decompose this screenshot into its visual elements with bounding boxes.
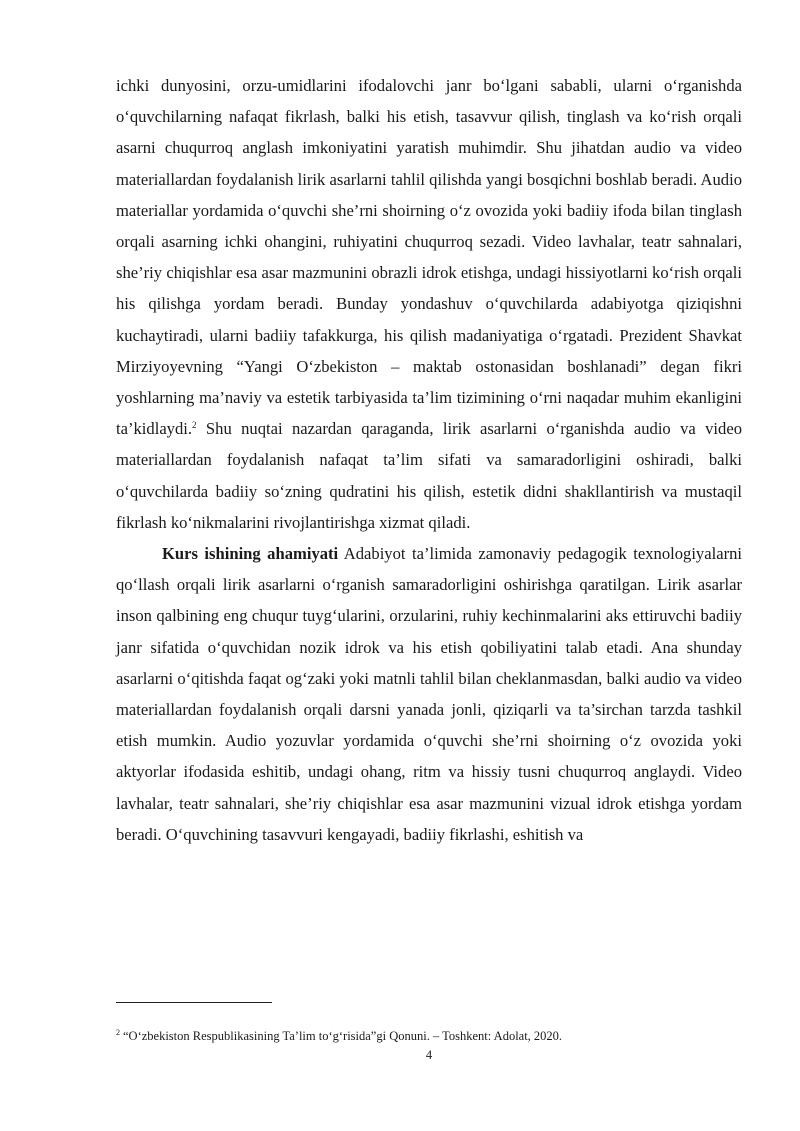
body-paragraph (116, 70, 742, 538)
document-body (116, 70, 742, 850)
paragraph-text: ichki dunyosini, orzu-umidlarini ifodalovchi janr bo‘lgani sababli, ularni o‘rganishda o‘quvchilarning nafaqat fikrlash, balki his etish, tasavvur qilish, tinglash va ko‘rish orqali asarni chuqurroq anglash imkoniyatini yaratish muhimdir. Shu jihatdan audio va video materiallardan foydalanish lirik asarlarni tahlil qilishda yangi bosqichni boshlab beradi. Audio materiallar yordamida o‘quvchi she’rni shoirning o‘z ovozida yoki badiiy ifoda bilan tinglash orqali asarning ichki ohangini, ruhiyatini chuqurroq sezadi. Video lavhalar, teatr sahnalari, she’riy chiqishlar esa asar mazmunini obrazli idrok etishga, undagi hissiyotlarni ko‘rish orqali his qilishga yordam beradi. Bunday yondashuv o‘quvchilarda adabiyotga qiziqishni kuchaytiradi, ularni badiiy tafakkurga, his qilish madaniyatiga o‘rgatadi. Prezident Shavkat Mirziyoyevning “Yangi O‘zbekiston – maktab ostonasidan boshlanadi” degan fikri yoshlarning ma’naviy va estetik tarbiyasida ta’lim tizimining o‘rni naqadar muhim ekanligini ta’kidlaydi. (116, 76, 742, 439)
body-paragraph (116, 538, 742, 850)
page-number: 4 (425, 1048, 433, 1062)
footnote-marker: 2 (116, 1028, 120, 1037)
section-lead-heading: Kurs ishining ahamiyati (162, 544, 339, 564)
footnote-text: “O‘zbekiston Respublikasining Ta’lim to‘g‘risida”gi Qonuni. – Toshkent: Adolat, 2020. (123, 1029, 563, 1043)
paragraph-text: Adabiyot ta’limida zamonaviy pedagogik texnologiyalarni qo‘llash orqali lirik asarlarni o‘rganish samaradorligini oshirishga qaratilgan. Lirik asarlar inson qalbining eng chuqur tuyg‘ularini, orzularini, ruhiy kechinmalarini aks ettiruvchi badiiy janr sifatida o‘quvchidan nozik idrok va his etish qobiliyatini talab etadi. Ana shunday asarlarni o‘qitishda faqat og‘zaki yoki matnli tahlil bilan cheklanmasdan, balki audio va video materiallardan foydalanish orqali darsni yanada jonli, qiziqarli va ta’sirchan tarzda tashkil etish mumkin. Audio yozuvlar yordamida o‘quvchi she’rni shoirning o‘z ovozida yoki aktyorlar ifodasida eshitib, undagi ohang, ritm va hissiy tusni chuqurroq anglaydi. Video lavhalar, teatr sahnalari, she’riy chiqishlar esa asar mazmunini vizual idrok etishga yordam beradi. O‘quvchining tasavvuri kengayadi, badiiy fikrlashi, eshitish va (116, 544, 742, 844)
footnote-separator (116, 1002, 272, 1003)
footnote-reference[interactable]: 2 (192, 420, 197, 431)
footnote (116, 1028, 562, 1044)
paragraph-text: Shu nuqtai nazardan qaraganda, lirik asarlarni o‘rganishda audio va video materiallardan foydalanish nafaqat ta’lim sifati va samaradorligini oshiradi, balki o‘quvchilarda badiiy so‘zning qudratini his qilish, estetik didni shakllantirish va mustaqil fikrlash ko‘nikmalarini rivojlantirishga xizmat qiladi. (116, 419, 742, 532)
